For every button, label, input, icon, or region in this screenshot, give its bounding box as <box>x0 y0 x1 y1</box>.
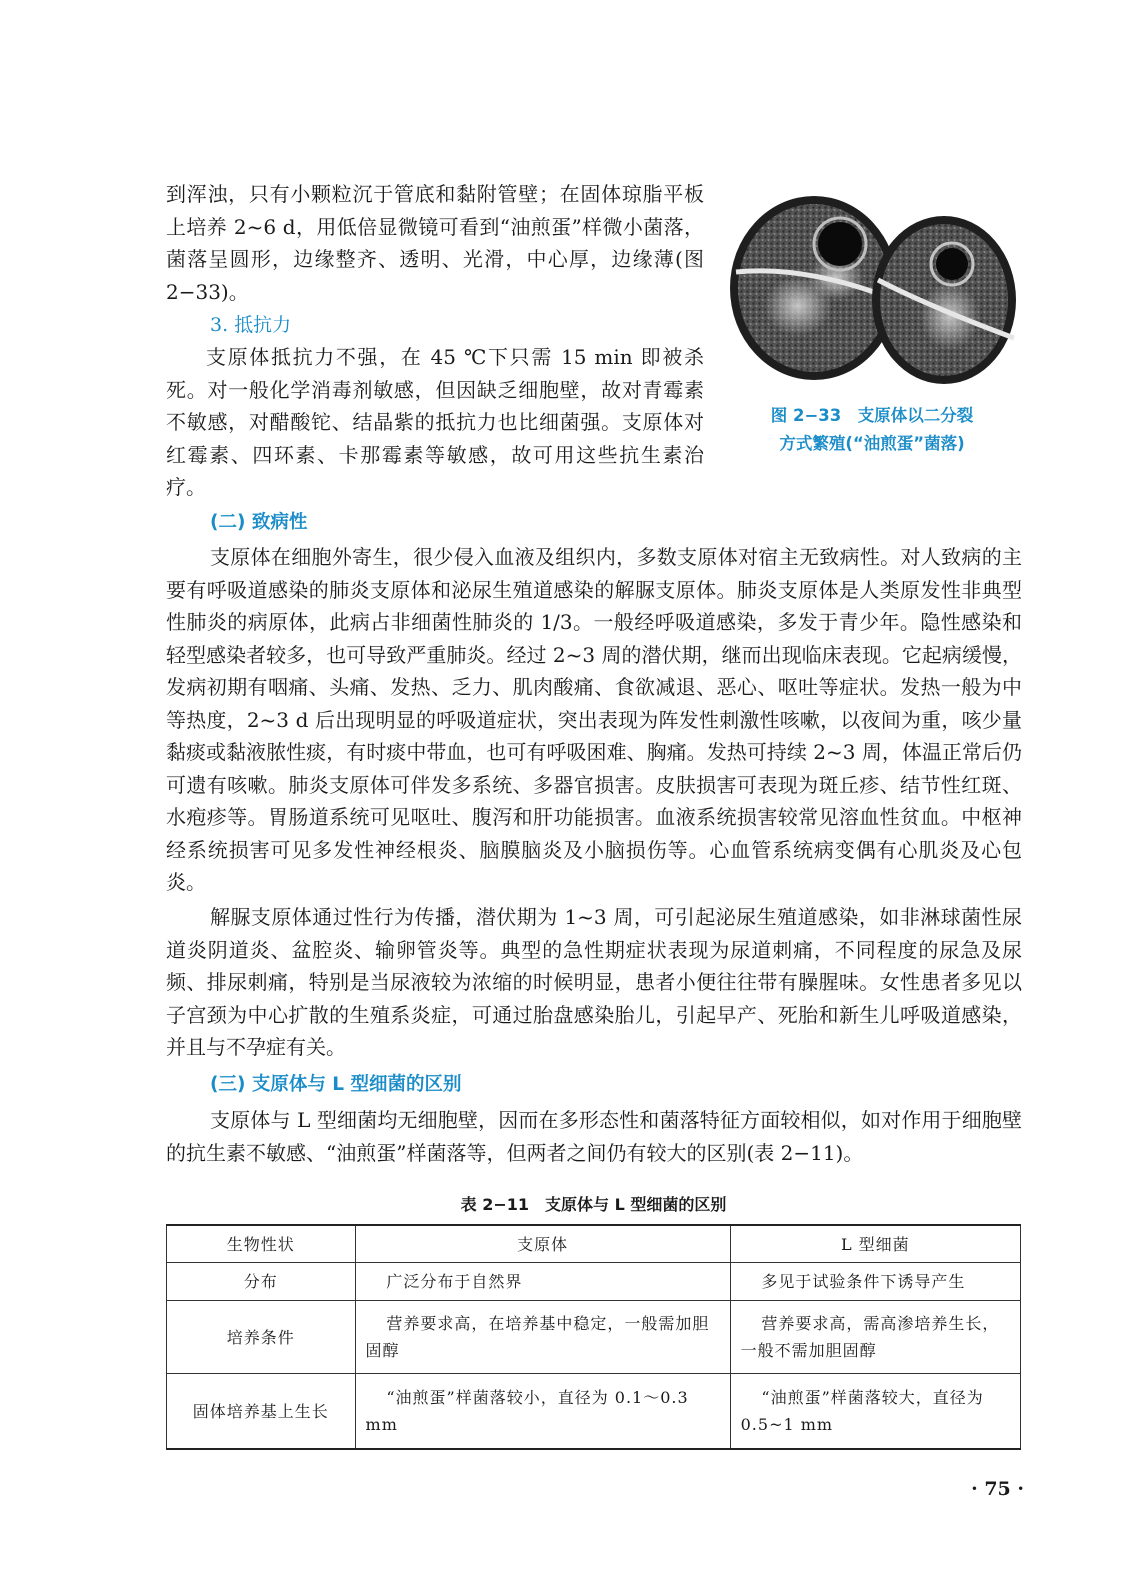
comparison-table <box>166 1224 1021 1450</box>
table-cell: 营养要求高，需高渗培养生长，一般不需加胆固醇 <box>730 1301 1020 1374</box>
paragraph-pathogenicity-2: 解脲支原体通过性行为传播，潜伏期为 1~3 周，可引起泌尿生殖道感染，如非淋球菌性尿道炎阴道炎、盆腔炎、输卵管炎等。典型的急性期症状表现为尿道刺痛，不同程度的尿急及尿频、排尿刺痛，特别是当尿液较为浓缩的时候明显，患者小便往往带有臊腥味。女性患者多见以子宫颈为中心扩散的生殖系炎症，可通过胎盘感染胎儿，引起早产、死胎和新生儿呼吸道感染，并且与不孕症有关。 <box>166 905 1022 1059</box>
table-header-cell: 生物性状 <box>167 1225 356 1263</box>
heading-difference: (三) 支原体与 L 型细菌的区别 <box>210 1074 462 1095</box>
caption-line-2: 方式繁殖(“油煎蛋”菌落) <box>779 434 965 453</box>
figure-mycoplasma <box>722 188 1022 470</box>
figure-caption <box>722 402 1022 458</box>
table-header-row <box>167 1225 1021 1263</box>
subheading-resistance: 3. 抵抗力 <box>210 314 292 336</box>
page-number: · 75 · <box>971 1478 1024 1500</box>
table-header-cell: L 型细菌 <box>730 1225 1020 1263</box>
paragraph-culture: 到浑浊，只有小颗粒沉于管底和黏附管壁；在固体琼脂平板上培养 2~6 d，用低倍显微镜可看到“油煎蛋”样微小菌落，菌落呈圆形，边缘整齐、透明、光滑，中心厚，边缘薄(图 2−33)。 <box>166 182 704 304</box>
table-header-cell: 支原体 <box>355 1225 730 1263</box>
table-cell: “油煎蛋”样菌落较小，直径为 0.1～0.3 mm <box>355 1374 730 1450</box>
table-cell: 营养要求高，在培养基中稳定，一般需加胆固醇 <box>355 1301 730 1374</box>
table-cell: 多见于试验条件下诱导产生 <box>730 1263 1020 1301</box>
heading-pathogenicity: (二) 致病性 <box>210 512 308 533</box>
table-cell: 广泛分布于自然界 <box>355 1263 730 1301</box>
caption-line-1: 图 2−33 支原体以二分裂 <box>770 406 974 425</box>
paragraph-difference: 支原体与 L 型细菌均无细胞壁，因而在多形态性和菌落特征方面较相似，如对作用于细胞壁的抗生素不敏感、“油煎蛋”样菌落等，但两者之间仍有较大的区别(表 2−11)。 <box>166 1108 1022 1165</box>
table-row <box>167 1301 1021 1374</box>
table-cell: 分布 <box>167 1263 356 1301</box>
table-row <box>167 1263 1021 1301</box>
table-cell: 固体培养基上生长 <box>167 1374 356 1450</box>
paragraph-resistance: 支原体抵抗力不强，在 45 ℃下只需 15 min 即被杀死。对一般化学消毒剂敏感，但因缺乏细胞壁，故对青霉素不敏感，对醋酸铊、结晶紫的抵抗力也比细菌强。支原体对红霉素、四环素、卡那霉素等敏感，故可用这些抗生素治疗。 <box>166 345 704 499</box>
table-cell: “油煎蛋”样菌落较大，直径为 0.5~1 mm <box>730 1374 1020 1450</box>
mycoplasma-micrograph <box>728 188 1018 388</box>
table-cell: 培养条件 <box>167 1301 356 1374</box>
table-row <box>167 1374 1021 1450</box>
paragraph-pathogenicity-1: 支原体在细胞外寄生，很少侵入血液及组织内，多数支原体对宿主无致病性。对人致病的主要有呼吸道感染的肺炎支原体和泌尿生殖道感染的解脲支原体。肺炎支原体是人类原发性非典型性肺炎的病原体，此病占非细菌性肺炎的 1/3。一般经呼吸道感染，多发于青少年。隐性感染和轻型感染者较多，也可导致严重肺炎。经过 2~3 周的潜伏期，继而出现临床表现。它起病缓慢，发病初期有咽痛、头痛、发热、乏力、肌肉酸痛、食欲减退、恶心、呕吐等症状。发热一般为中等热度，2~3 d 后出现明显的呼吸道症状，突出表现为阵发性刺激性咳嗽，以夜间为重，咳少量黏痰或黏液脓性痰，有时痰中带血，也可有呼吸困难、胸痛。发热可持续 2~3 周，体温正常后仍可遗有咳嗽。肺炎支原体可伴发多系统、多器官损害。皮肤损害可表现为斑丘疹、结节性红斑、水疱疹等。胃肠道系统可见呕吐、腹泻和肝功能损害。血液系统损害较常见溶血性贫血。中枢神经系统损害可见多发性神经根炎、脑膜脑炎及小脑损伤等。心血管系统病变偶有心肌炎及心包炎。 <box>166 545 1022 894</box>
table-title: 表 2−11 支原体与 L 型细菌的区别 <box>460 1195 727 1214</box>
